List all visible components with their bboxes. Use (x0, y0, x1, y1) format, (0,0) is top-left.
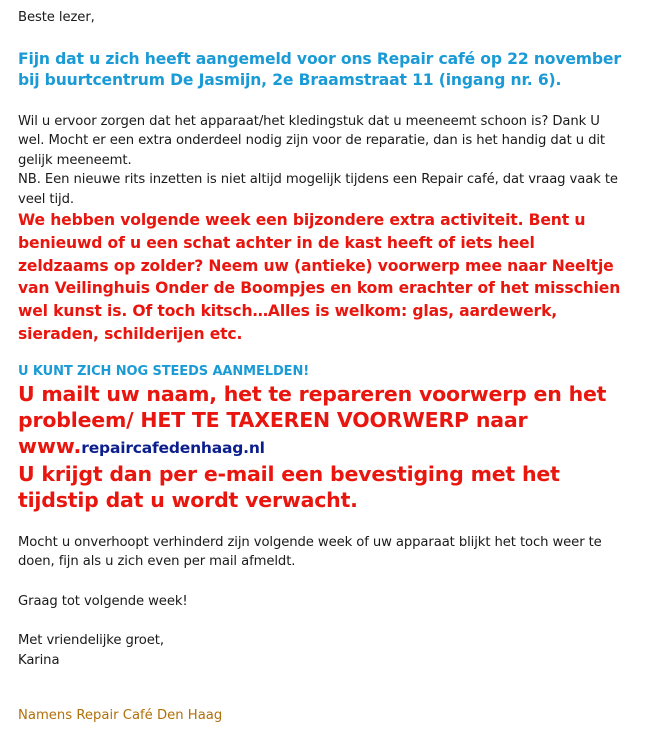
confirmation-text: U krijgt dan per e-mail een bevestiging met het tijdstip dat u wordt verwacht. (18, 461, 560, 512)
url-prefix: www. (18, 433, 82, 458)
see-you-text: Graag tot volgende week! (18, 593, 188, 609)
signature: Namens Repair Café Den Haag (18, 708, 223, 723)
signup-heading: U KUNT ZICH NOG STEEDS AANMELDEN! (18, 363, 310, 379)
signup-instruction: U mailt uw naam, het te repareren voorwerp en het probleem/ HET TE TAXEREN VOORWERP naar (18, 381, 607, 432)
intro-announcement: Fijn dat u zich heeft aangemeld voor ons Repair café op 22 november bij buurtcentrum De Jasmijn, 2e Braamstraat 11 (ingang nr. 6). (18, 49, 621, 89)
closing-text: Met vriendelijke groet, (18, 633, 164, 649)
greeting: Beste lezer, (18, 10, 95, 25)
website-line (18, 433, 630, 461)
zipper-note-text: NB. Een nieuwe rits inzetten is niet altijd mogelijk tijdens een Repair café, dat vraag vaak te veel tijd. (18, 172, 618, 207)
website-link[interactable]: repaircafedenhaag.nl (81, 438, 265, 457)
clean-request-text: Wil u ervoor zorgen dat het apparaat/het kledingstuk dat u meeneemt schoon is? Dank U wel. Mocht er een extra onderdeel nodig zijn voor de reparatie, dan is het handig dat u dit gelijk meeneemt. (18, 113, 605, 168)
extra-activity-text: We hebben volgende week een bijzondere extra activiteit. Bent u benieuwd of u een schat achter in de kast heeft of iets heel zeldzaams op zolder? Neem uw (antieke) voorwerp mee naar Neeltje van Veilinghuis Onder de Boompjes en kom erachter of het misschien wel kunst is. Of toch kitsch…Alles is welkom: glas, aardewerk, sieraden, schilderijen etc. (18, 211, 621, 343)
sender-name: Karina (18, 652, 60, 668)
email-body (18, 8, 630, 670)
cancel-note: Mocht u onverhoopt verhinderd zijn volgende week of uw apparaat blijkt het toch weer te doen, fijn als u zich even per mail afmeldt. (18, 534, 602, 570)
